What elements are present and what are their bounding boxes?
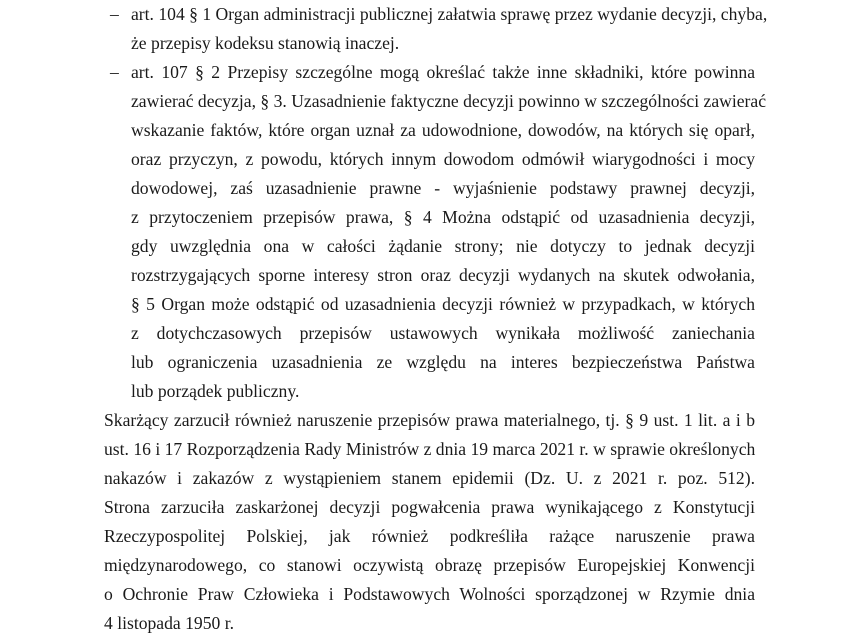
paragraph-line-1: Skarżący zarzucił również naruszenie przepisów prawa materialnego, tj. § 9 ust. 1 lit. a i b — [104, 410, 755, 430]
paragraph-line-5: Rzeczypospolitej Polskiej, jak również podkreśliła rażące naruszenie prawa — [104, 526, 755, 546]
paragraph-line-6: międzynarodowego, co stanowi oczywistą obrazę przepisów Europejskiej Konwencji — [104, 555, 755, 575]
list-item-2-line-1: art. 107 § 2 Przepisy szczególne mogą określać także inne składniki, które powinna — [131, 62, 755, 82]
list-item-2-line-3: wskazanie faktów, które organ uznał za udowodnione, dowodów, na których się oparł, — [131, 120, 755, 140]
list-item-2-line-4: oraz przyczyn, z powodu, których innym dowodom odmówił wiarygodności i mocy — [131, 149, 755, 169]
paragraph-line-3: nakazów i zakazów z wystąpieniem stanem epidemii (Dz. U. z 2021 r. poz. 512). — [104, 468, 755, 488]
list-item-2-line-7: gdy uwzględnia ona w całości żądanie strony; nie dotyczy to jednak decyzji — [131, 236, 755, 256]
list-item-2-line-10: z dotychczasowych przepisów ustawowych wynikała możliwość zaniechania — [131, 323, 755, 343]
list-dash-1: – — [110, 4, 119, 24]
list-item-2-line-2: zawierać decyzja, § 3. Uzasadnienie faktyczne decyzji powinno w szczególności zawierać — [131, 91, 767, 111]
list-dash-2: – — [110, 62, 119, 82]
list-item-2-line-9: § 5 Organ może odstąpić od uzasadnienia decyzji również w przypadkach, w których — [131, 294, 755, 314]
list-item-2-line-12: lub porządek publiczny. — [131, 381, 300, 401]
paragraph-line-7: o Ochronie Praw Człowieka i Podstawowych Wolności sporządzonej w Rzymie dnia — [104, 584, 755, 604]
list-item-1-line-2: że przepisy kodeksu stanowią inaczej. — [131, 33, 400, 53]
paragraph-line-8: 4 listopada 1950 r. — [104, 613, 234, 633]
paragraph-line-4: Strona zarzuciła zaskarżonej decyzji pogwałcenia prawa wynikającego z Konstytucji — [104, 497, 755, 517]
list-item-2-line-6: z przytoczeniem przepisów prawa, § 4 Można odstąpić od uzasadnienia decyzji, — [131, 207, 755, 227]
paragraph-line-2: ust. 16 i 17 Rozporządzenia Rady Ministrów z dnia 19 marca 2021 r. w sprawie określonych — [104, 439, 756, 459]
list-item-2-line-5: dowodowej, zaś uzasadnienie prawne - wyjaśnienie podstawy prawnej decyzji, — [131, 178, 755, 198]
list-item-2-line-11: lub ograniczenia uzasadnienia ze względu na interes bezpieczeństwa Państwa — [131, 352, 755, 372]
list-item-1-line-1: art. 104 § 1 Organ administracji publicznej załatwia sprawę przez wydanie decyzji, chyba, — [131, 4, 768, 24]
list-item-2-line-8: rozstrzygających sporne interesy stron oraz decyzji wydanych na skutek odwołania, — [131, 265, 755, 285]
